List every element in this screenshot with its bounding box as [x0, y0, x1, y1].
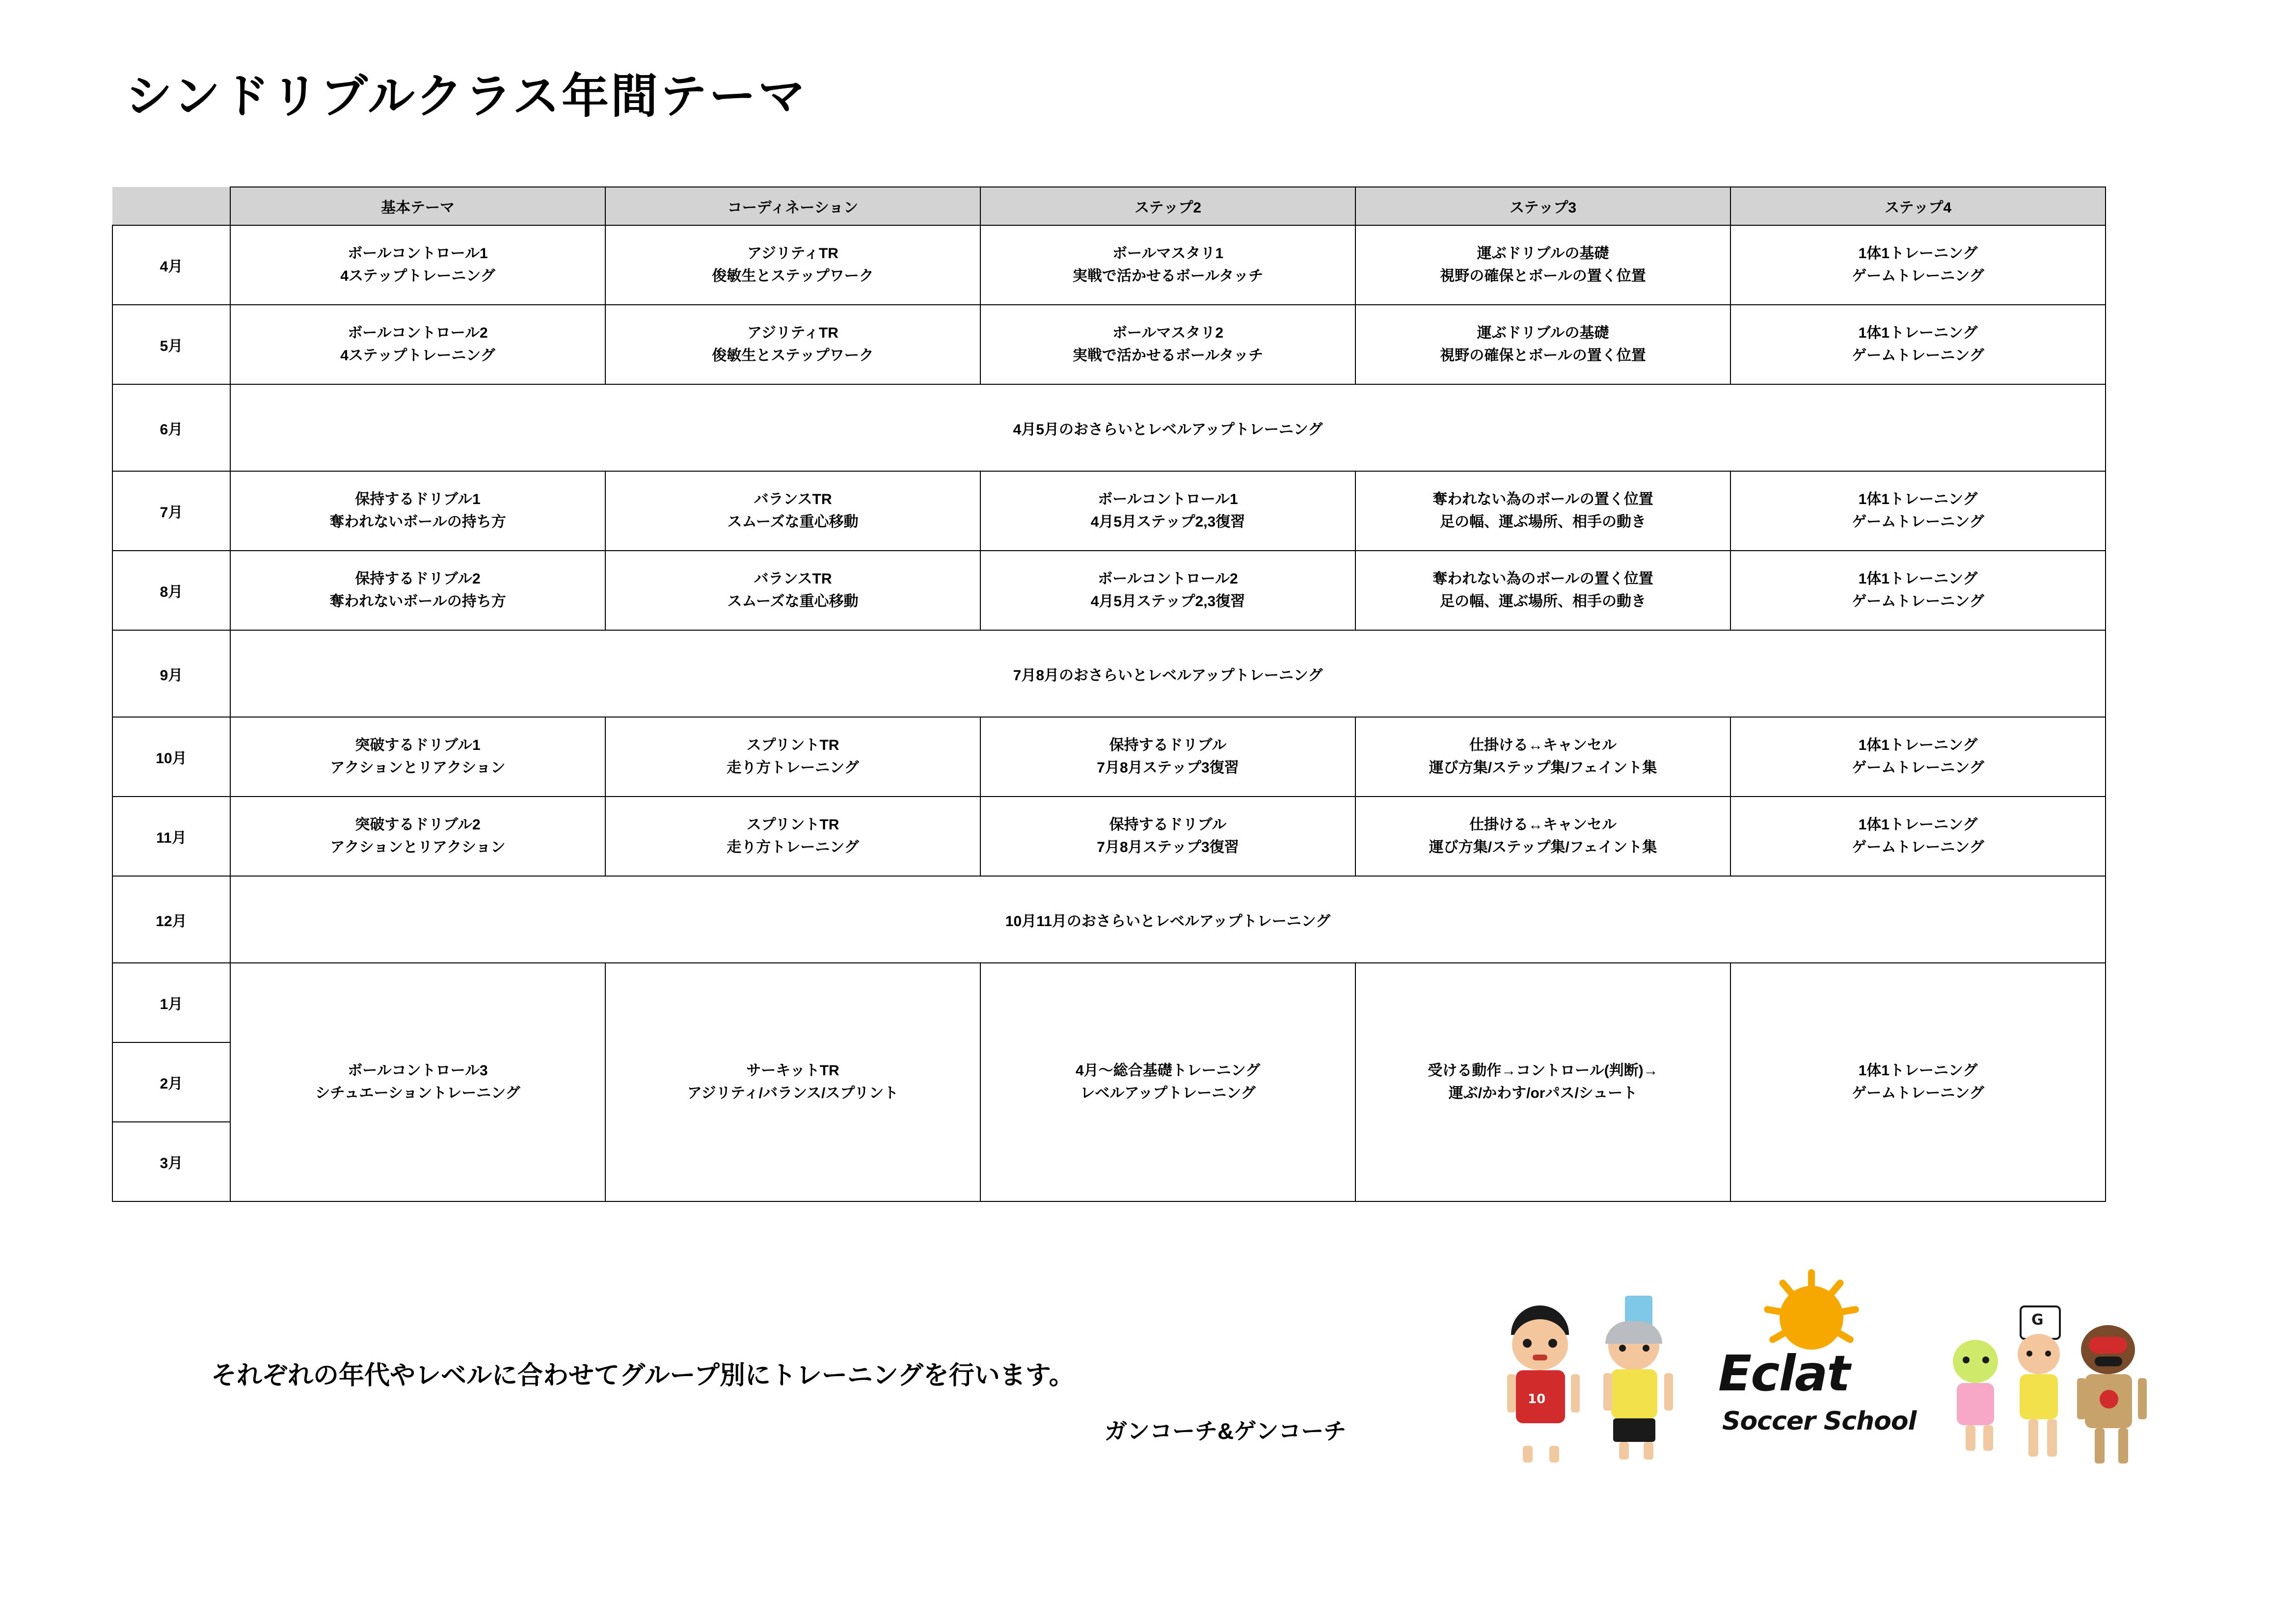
table-row [112, 630, 2106, 717]
table-row [112, 876, 2106, 963]
cell-coordination [605, 551, 980, 630]
table-row [112, 797, 2106, 876]
cell-line-2: 実戦で活かせるボールタッチ [1072, 347, 1264, 364]
cell-step4 [1730, 225, 2106, 305]
cell-line-1: 1体1トレーニング [1858, 324, 1978, 341]
coach-credit: ガンコーチ&ゲンコーチ [1105, 1418, 1347, 1444]
cell-step2 [980, 551, 1355, 630]
mascot-keeper: G [2003, 1305, 2077, 1463]
cell-line-2: 4月5月ステップ2,3復習 [1090, 514, 1245, 530]
table-body [112, 225, 2106, 1201]
cell-step2 [980, 797, 1355, 876]
cell-line-2: 4月5月ステップ2,3復習 [1090, 593, 1245, 610]
table-row [112, 963, 2106, 1042]
cell-basic-theme [230, 225, 605, 305]
cell-line-1: 保持するドリブル [1109, 737, 1227, 753]
cell-line-2: レベルアップトレーニング [1080, 1085, 1256, 1101]
cell-line-2: 4ステップトレーニング [340, 268, 495, 284]
cell-review-note: 7月8月のおさらいとレベルアップトレーニング [230, 630, 2106, 717]
cell-step3 [1355, 797, 1730, 876]
month-label: 3月 [112, 1122, 230, 1201]
cell-review-note: 4月5月のおさらいとレベルアップトレーニング [230, 384, 2106, 471]
cell-line-2: 足の幅、運ぶ場所、相手の動き [1440, 514, 1646, 530]
month-label: 7月 [112, 471, 230, 551]
cell-basic-theme [230, 717, 605, 797]
header-step4: ステップ4 [1730, 187, 2106, 225]
cell-coordination [605, 225, 980, 305]
cell-line-1: 奪われない為のボールの置く位置 [1432, 570, 1653, 587]
mascot-group-left [1487, 1286, 1699, 1472]
cell-step2 [980, 963, 1355, 1201]
month-label: 2月 [112, 1042, 230, 1122]
cell-line-1: バランスTR [754, 570, 832, 587]
table-row [112, 471, 2106, 551]
mascot-girl [1944, 1340, 2008, 1463]
cell-coordination [605, 717, 980, 797]
cell-line-1: サーキットTR [746, 1062, 839, 1079]
cell-line-2: ゲームトレーニング [1852, 593, 1984, 610]
cell-line-2: アクションとリアクション [330, 760, 506, 776]
month-label: 9月 [112, 630, 230, 717]
cell-line-2: 視野の確保とボールの置く位置 [1440, 268, 1646, 284]
cell-step2 [980, 225, 1355, 305]
cell-step4 [1730, 471, 2106, 551]
cell-basic-theme [230, 551, 605, 630]
cell-step4 [1730, 305, 2106, 384]
cell-line-1: ボールコントロール2 [348, 324, 488, 341]
header-step3: ステップ3 [1355, 187, 1730, 225]
cell-step2 [980, 717, 1355, 797]
cell-line-2: 俊敏生とステップワーク [712, 268, 874, 284]
cell-line-1: ボールマスタリ2 [1112, 324, 1224, 341]
cell-line-1: ボールコントロール3 [348, 1062, 488, 1079]
table-row [112, 225, 2106, 305]
cell-line-1: 4月〜総合基礎トレーニング [1075, 1062, 1261, 1079]
cell-line-1: 1体1トレーニング [1858, 245, 1978, 262]
mascot-coach-gen [1591, 1296, 1684, 1463]
cell-step2 [980, 471, 1355, 551]
footnote-text: それぞれの年代やレベルに合わせてグループ別にトレーニングを行います。 [211, 1361, 1075, 1390]
month-label: 8月 [112, 551, 230, 630]
cell-review-note: 10月11月のおさらいとレベルアップトレーニング [230, 876, 2106, 963]
cell-line-1: 1体1トレーニング [1858, 491, 1978, 507]
month-label: 4月 [112, 225, 230, 305]
cell-line-2: 奪われないボールの持ち方 [329, 514, 506, 530]
cell-line-2: 運ぶ/かわす/orパス/シュート [1448, 1085, 1638, 1101]
cell-step4 [1730, 551, 2106, 630]
cell-line-2: ゲームトレーニング [1852, 268, 1984, 284]
cell-line-2: ゲームトレーニング [1852, 514, 1984, 530]
cell-line-2: ゲームトレーニング [1852, 1085, 1984, 1101]
table-header [112, 187, 2106, 225]
eclat-logo [1718, 1286, 1924, 1463]
cell-step4 [1730, 797, 2106, 876]
cell-step4 [1730, 963, 2106, 1201]
cell-line-2: ゲームトレーニング [1852, 347, 1984, 364]
cell-coordination [605, 471, 980, 551]
month-label: 6月 [112, 384, 230, 471]
cell-step4 [1730, 717, 2106, 797]
cell-line-1: ボールコントロール1 [348, 245, 488, 262]
header-basic-theme: 基本テーマ [230, 187, 605, 225]
cell-line-1: 受ける動作→コントロール(判断)→ [1428, 1062, 1658, 1079]
cell-line-2: ゲームトレーニング [1852, 760, 1984, 776]
cell-line-1: 突破するドリブル1 [355, 737, 481, 753]
table-row [112, 384, 2106, 471]
cell-step3 [1355, 305, 1730, 384]
cell-line-1: ボールコントロール1 [1098, 491, 1238, 507]
cell-line-2: シチュエーショントレーニング [315, 1085, 520, 1101]
cell-coordination [605, 305, 980, 384]
month-label: 11月 [112, 797, 230, 876]
cell-line-2: 運び方集/ステップ集/フェイント集 [1429, 839, 1657, 855]
cell-line-1: 奪われない為のボールの置く位置 [1432, 491, 1653, 507]
cell-step3 [1355, 963, 1730, 1201]
cell-line-2: 俊敏生とステップワーク [712, 347, 874, 364]
mascot-group-right [1944, 1286, 2155, 1472]
month-label: 10月 [112, 717, 230, 797]
cell-line-1: 1体1トレーニング [1858, 570, 1978, 587]
cell-line-1: 保持するドリブル2 [355, 570, 481, 587]
cell-step3 [1355, 551, 1730, 630]
cell-line-2: 実戦で活かせるボールタッチ [1072, 268, 1264, 284]
mascot-hero [2069, 1325, 2153, 1467]
cell-line-2: 運び方集/ステップ集/フェイント集 [1429, 760, 1657, 776]
cell-line-2: 視野の確保とボールの置く位置 [1440, 347, 1646, 364]
table-row [112, 717, 2106, 797]
month-label: 1月 [112, 963, 230, 1042]
cell-line-2: 足の幅、運ぶ場所、相手の動き [1440, 593, 1646, 610]
cell-step3 [1355, 471, 1730, 551]
table-row [112, 305, 2106, 384]
cell-basic-theme [230, 305, 605, 384]
cell-line-1: バランスTR [754, 491, 832, 507]
cell-line-2: 走り方トレーニング [727, 839, 859, 855]
cell-coordination [605, 797, 980, 876]
cell-line-2: 7月8月ステップ3復習 [1097, 760, 1239, 776]
cell-line-1: 1体1トレーニング [1858, 816, 1978, 833]
cell-line-1: 仕掛ける↔キャンセル [1469, 737, 1617, 753]
cell-line-1: 保持するドリブル1 [355, 491, 481, 507]
cell-basic-theme [230, 797, 605, 876]
cell-line-2: 7月8月ステップ3復習 [1097, 839, 1239, 855]
cell-line-1: 運ぶドリブルの基礎 [1477, 324, 1609, 341]
month-label: 12月 [112, 876, 230, 963]
cell-step3 [1355, 717, 1730, 797]
cell-line-1: アジリティTR [747, 245, 838, 262]
cell-line-1: 保持するドリブル [1109, 816, 1227, 833]
cell-line-1: ボールコントロール2 [1098, 570, 1238, 587]
cell-line-2: ゲームトレーニング [1852, 839, 1984, 855]
cell-line-2: アジリティ/バランス/スプリント [687, 1085, 899, 1101]
header-step2: ステップ2 [980, 187, 1355, 225]
mascot-coach-gan: 10 [1497, 1305, 1591, 1463]
cell-line-2: スムーズな重心移動 [727, 514, 859, 530]
cell-step3 [1355, 225, 1730, 305]
cell-line-2: 走り方トレーニング [727, 760, 859, 776]
cell-line-1: 仕掛ける↔キャンセル [1469, 816, 1617, 833]
logo-name: Eclat [1718, 1345, 1850, 1402]
cell-line-1: 運ぶドリブルの基礎 [1477, 245, 1609, 262]
table-row [112, 551, 2106, 630]
cell-line-1: 1体1トレーニング [1858, 737, 1978, 753]
cell-basic-theme [230, 471, 605, 551]
cell-coordination [605, 963, 980, 1201]
cell-line-1: スプリントTR [746, 816, 839, 833]
cell-line-1: 1体1トレーニング [1858, 1062, 1978, 1079]
cell-line-1: 突破するドリブル2 [355, 816, 481, 833]
header-corner [112, 187, 230, 225]
sun-ray-icon [1808, 1269, 1815, 1296]
cell-line-1: スプリントTR [746, 737, 839, 753]
cell-basic-theme [230, 963, 605, 1201]
cell-line-1: ボールマスタリ1 [1112, 245, 1224, 262]
cell-line-2: アクションとリアクション [330, 839, 506, 855]
cell-line-2: スムーズな重心移動 [727, 593, 859, 610]
month-label: 5月 [112, 305, 230, 384]
annual-theme-table [112, 186, 2106, 1202]
cell-line-1: アジリティTR [747, 324, 838, 341]
page-title: シンドリブルクラス年間テーマ [125, 70, 807, 123]
logo-subtitle: Soccer School [1722, 1407, 1917, 1436]
header-coordination: コーディネーション [605, 187, 980, 225]
cell-step2 [980, 305, 1355, 384]
cell-line-2: 4ステップトレーニング [340, 347, 495, 364]
cell-line-2: 奪われないボールの持ち方 [329, 593, 506, 610]
